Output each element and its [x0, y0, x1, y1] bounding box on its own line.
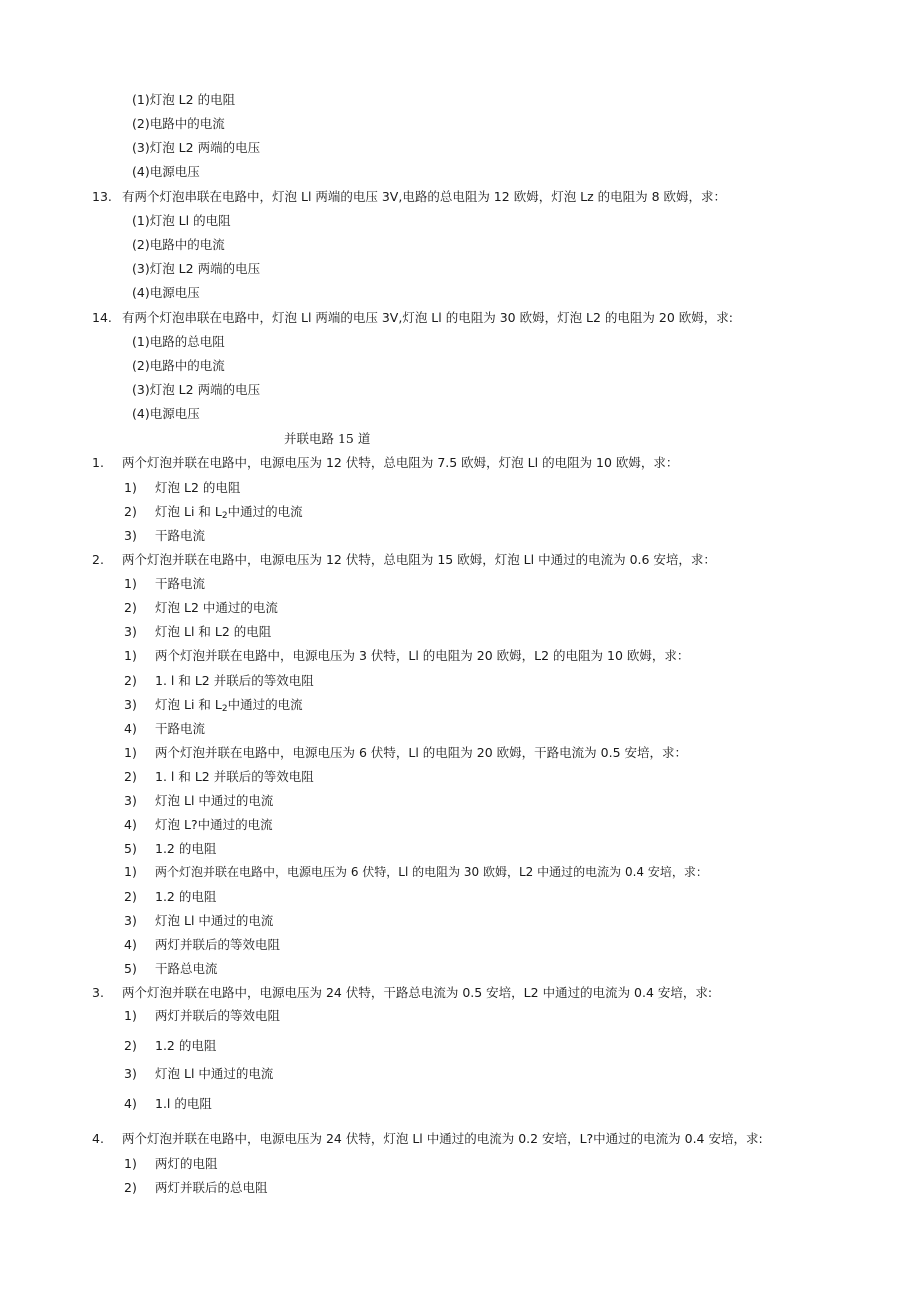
p1-number: 1. — [92, 455, 104, 470]
p4-text: 两个灯泡并联在电路中，电源电压为 24 伏特，灯泡 Ll 中通过的电流为 0.2 安培，L?中通过的电流为 0.4 安培，求: — [122, 1131, 763, 1146]
p1-item-1-num: 1) — [124, 480, 137, 495]
q12-item-3: (3)灯泡 L2 两端的电压 — [132, 140, 261, 155]
p3-number: 3. — [92, 985, 104, 1000]
a-item-2: 1. l 和 L2 并联后的等效电阻 — [155, 673, 314, 688]
p3-item-3: 灯泡 Ll 中通过的电流 — [155, 1066, 274, 1081]
a-item-3-num: 3) — [124, 697, 137, 712]
p2-item-3: 灯泡 Ll 和 L2 的电阻 — [155, 624, 272, 639]
p2-item-1-num: 1) — [124, 576, 137, 591]
q13-item-4: (4)电源电压 — [132, 285, 200, 300]
b-item-5: 1.2 的电阻 — [155, 841, 217, 856]
p3-item-2-num: 2) — [124, 1038, 137, 1053]
p4-item-2-num: 2) — [124, 1180, 137, 1195]
p1-item-2: 灯泡 Li 和 $L_2$中通过的电流 — [155, 504, 303, 521]
p4-number: 4. — [92, 1131, 104, 1146]
p3-item-4-num: 4) — [124, 1096, 137, 1111]
q13-item-3: (3)灯泡 L2 两端的电压 — [132, 261, 261, 276]
p2-item-2-num: 2) — [124, 600, 137, 615]
q14-item-4: (4)电源电压 — [132, 406, 200, 421]
p3-item-1-num: 1) — [124, 1008, 137, 1023]
c-item-2: 1.2 的电阻 — [155, 889, 217, 904]
b-item-2: 1. l 和 L2 并联后的等效电阻 — [155, 769, 314, 784]
b-item-1-num: 1) — [124, 745, 137, 760]
c-item-3-num: 3) — [124, 913, 137, 928]
c-item-1-num: 1) — [124, 864, 137, 879]
p4-item-1-num: 1) — [124, 1156, 137, 1171]
p3-item-4: 1.l 的电阻 — [155, 1096, 212, 1111]
p2-item-2: 灯泡 L2 中通过的电流 — [155, 600, 278, 615]
q14-item-1: (1)电路的总电阻 — [132, 334, 225, 349]
p1-item-1: 灯泡 L2 的电阻 — [155, 480, 241, 495]
p1-item-2-num: 2) — [124, 504, 137, 519]
p2-item-3-num: 3) — [124, 624, 137, 639]
b-item-2-num: 2) — [124, 769, 137, 784]
b-item-4-num: 4) — [124, 817, 137, 832]
c-item-4: 两灯并联后的等效电阻 — [155, 937, 281, 952]
q14-number: 14. — [92, 310, 112, 325]
a-item-3: 灯泡 Li 和 $L_2$中通过的电流 — [155, 697, 303, 714]
a-item-1: 两个灯泡并联在电路中，电源电压为 3 伏特，Ll 的电阻为 20 欧姆，L2 的电阻为 10 欧姆，求： — [155, 648, 690, 663]
b-item-3: 灯泡 Ll 中通过的电流 — [155, 793, 274, 808]
q14-text: 有两个灯泡串联在电路中，灯泡 Ll 两端的电压 3V,灯泡 Ll 的电阻为 30 欧姆，灯泡 L2 的电阻为 20 欧姆，求: — [122, 310, 734, 325]
a-item-4-num: 4) — [124, 721, 137, 736]
a-item-2-num: 2) — [124, 673, 137, 688]
c-item-1: 两个灯泡并联在电路中，电源电压为 6 伏特，Ll 的电阻为 30 欧姆，L2 中通过的电流为 0.4 安培，求： — [155, 865, 708, 879]
p4-item-2: 两灯并联后的总电阻 — [155, 1180, 268, 1195]
p2-number: 2. — [92, 552, 104, 567]
b-item-4: 灯泡 L?中通过的电流 — [155, 817, 273, 832]
q13-item-2: (2)电路中的电流 — [132, 237, 225, 252]
c-item-4-num: 4) — [124, 937, 137, 952]
p2-text: 两个灯泡并联在电路中，电源电压为 12 伏特，总电阻为 15 欧姆，灯泡 Ll 中通过的电流为 0.6 安培，求： — [122, 552, 716, 567]
b-item-1: 两个灯泡并联在电路中，电源电压为 6 伏特，Ll 的电阻为 20 欧姆，干路电流为 0.5 安培，求： — [155, 745, 687, 760]
b-item-3-num: 3) — [124, 793, 137, 808]
q13-text: 有两个灯泡串联在电路中，灯泡 Ll 两端的电压 3V,电路的总电阻为 12 欧姆，灯泡 Lz 的电阻为 8 欧姆，求： — [122, 189, 727, 204]
p4-item-1: 两灯的电阻 — [155, 1156, 218, 1171]
p1-item-3: 干路电流 — [155, 528, 206, 543]
q12-item-2: (2)电路中的电流 — [132, 116, 225, 131]
c-item-2-num: 2) — [124, 889, 137, 904]
p2-item-1: 干路电流 — [155, 576, 206, 591]
q12-item-4: (4)电源电压 — [132, 164, 200, 179]
p3-text: 两个灯泡并联在电路中，电源电压为 24 伏特，干路总电流为 0.5 安培，L2 中通过的电流为 0.4 安培，求: — [122, 985, 713, 1000]
q13-number: 13. — [92, 189, 112, 204]
p1-item-3-num: 3) — [124, 528, 137, 543]
p1-text: 两个灯泡并联在电路中，电源电压为 12 伏特，总电阻为 7.5 欧姆，灯泡 Ll 的电阻为 10 欧姆，求： — [122, 455, 679, 470]
q12-item-1: (1)灯泡 L2 的电阻 — [132, 92, 236, 107]
c-item-3: 灯泡 Ll 中通过的电流 — [155, 913, 274, 928]
q14-item-3: (3)灯泡 L2 两端的电压 — [132, 382, 261, 397]
p3-item-2: 1.2 的电阻 — [155, 1038, 217, 1053]
p3-item-3-num: 3) — [124, 1066, 137, 1081]
q13-item-1: (1)灯泡 Ll 的电阻 — [132, 213, 231, 228]
c-item-5: 干路总电流 — [155, 961, 218, 976]
a-item-1-num: 1) — [124, 648, 137, 663]
p3-item-1: 两灯并联后的等效电阻 — [155, 1008, 281, 1023]
a-item-4: 干路电流 — [155, 721, 206, 736]
c-item-5-num: 5) — [124, 961, 137, 976]
section-title: 并联电路 15 道 — [284, 431, 371, 446]
q14-item-2: (2)电路中的电流 — [132, 358, 225, 373]
b-item-5-num: 5) — [124, 841, 137, 856]
